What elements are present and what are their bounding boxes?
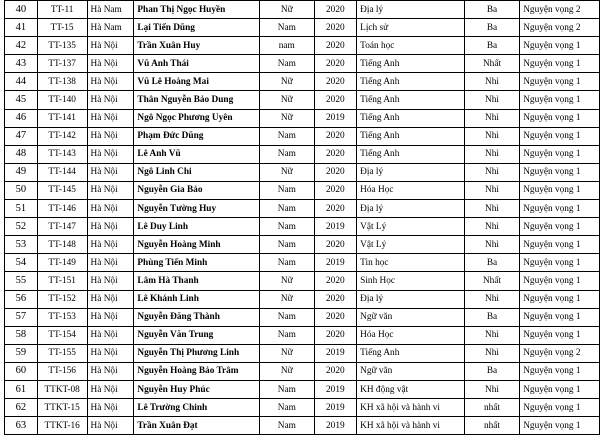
preference-cell: Nguyện vọng 1	[520, 127, 600, 145]
table-row	[5, 344, 600, 362]
year-cell: 2019	[314, 254, 357, 272]
province-cell: Hà Nội	[87, 362, 134, 380]
prize-cell: Nhì	[464, 163, 519, 181]
table-row	[5, 109, 600, 127]
subject-cell: Tiếng Anh	[357, 344, 465, 362]
row-number-cell: 50	[5, 181, 38, 199]
subject-cell: Tin học	[357, 254, 465, 272]
row-number-cell: 54	[5, 254, 38, 272]
table-row	[5, 19, 600, 37]
table-row	[5, 362, 600, 380]
student-name-cell: Ngô Linh Chi	[134, 163, 260, 181]
student-name-cell: Nguyễn Đăng Thành	[134, 308, 260, 326]
prize-cell: Ba	[464, 37, 519, 55]
preference-cell: Nguyện vọng 1	[520, 236, 600, 254]
table-row	[5, 37, 600, 55]
province-cell: Hà Nội	[87, 380, 134, 398]
gender-cell: Nam	[260, 19, 314, 37]
student-code-cell: TT-156	[37, 362, 87, 380]
student-code-cell: TT-155	[37, 344, 87, 362]
year-cell: 2020	[314, 200, 357, 218]
preference-cell: Nguyện vọng 1	[520, 326, 600, 344]
year-cell: 2019	[314, 417, 357, 435]
subject-cell: KH động vật	[357, 380, 465, 398]
prize-cell: Ba	[464, 308, 519, 326]
subject-cell: Sinh Học	[357, 272, 465, 290]
student-name-cell: Phạm Đức Dũng	[134, 127, 260, 145]
row-number-cell: 44	[5, 73, 38, 91]
province-cell: Hà Nội	[87, 73, 134, 91]
table-row	[5, 200, 600, 218]
student-code-cell: TTKT-15	[37, 399, 87, 417]
prize-cell: Nhất	[464, 272, 519, 290]
table-row	[5, 254, 600, 272]
student-code-cell: TT-142	[37, 127, 87, 145]
student-name-cell: Lê Trường Chinh	[134, 399, 260, 417]
student-code-cell: TT-135	[37, 37, 87, 55]
prize-cell: Nhì	[464, 290, 519, 308]
row-number-cell: 45	[5, 91, 38, 109]
student-code-cell: TT-152	[37, 290, 87, 308]
student-code-cell: TTKT-08	[37, 380, 87, 398]
year-cell: 2020	[314, 91, 357, 109]
subject-cell: Địa lý	[357, 290, 465, 308]
subject-cell: Vật Lý	[357, 218, 465, 236]
gender-cell: Nam	[260, 236, 314, 254]
subject-cell: Tiếng Anh	[357, 91, 465, 109]
subject-cell: Tiếng Anh	[357, 73, 465, 91]
student-name-cell: Nguyễn Huy Phúc	[134, 380, 260, 398]
prize-cell: Nhì	[464, 181, 519, 199]
gender-cell: Nam	[260, 145, 314, 163]
subject-cell: Địa lý	[357, 1, 465, 19]
student-code-cell: TT-138	[37, 73, 87, 91]
subject-cell: Toán học	[357, 37, 465, 55]
preference-cell: Nguyện vọng 1	[520, 145, 600, 163]
province-cell: Hà Nội	[87, 37, 134, 55]
prize-cell: nhất	[464, 417, 519, 435]
gender-cell: Nam	[260, 127, 314, 145]
preference-cell: Nguyện vọng 1	[520, 55, 600, 73]
table-row	[5, 417, 600, 435]
year-cell: 2020	[314, 290, 357, 308]
table-row	[5, 399, 600, 417]
student-name-cell: Vũ Lê Hoàng Mai	[134, 73, 260, 91]
preference-cell: Nguyện vọng 1	[520, 380, 600, 398]
row-number-cell: 63	[5, 417, 38, 435]
table-row	[5, 290, 600, 308]
student-name-cell: Lâm Hà Thanh	[134, 272, 260, 290]
province-cell: Hà Nội	[87, 290, 134, 308]
province-cell: Hà Nội	[87, 55, 134, 73]
row-number-cell: 57	[5, 308, 38, 326]
year-cell: 2019	[314, 344, 357, 362]
gender-cell: Nam	[260, 200, 314, 218]
row-number-cell: 46	[5, 109, 38, 127]
preference-cell: Nguyện vọng 2	[520, 1, 600, 19]
row-number-cell: 61	[5, 380, 38, 398]
student-name-cell: Nguyễn Hoàng Bảo Trâm	[134, 362, 260, 380]
province-cell: Hà Nội	[87, 326, 134, 344]
table-body	[5, 1, 600, 435]
table-row	[5, 145, 600, 163]
preference-cell: Nguyện vọng 1	[520, 308, 600, 326]
year-cell: 2020	[314, 308, 357, 326]
student-code-cell: TT-15	[37, 19, 87, 37]
preference-cell: Nguyện vọng 1	[520, 37, 600, 55]
gender-cell: Nam	[260, 181, 314, 199]
row-number-cell: 60	[5, 362, 38, 380]
preference-cell: Nguyện vọng 1	[520, 290, 600, 308]
row-number-cell: 51	[5, 200, 38, 218]
gender-cell: Nữ	[260, 290, 314, 308]
row-number-cell: 56	[5, 290, 38, 308]
gender-cell: Nam	[260, 417, 314, 435]
year-cell: 2020	[314, 127, 357, 145]
year-cell: 2020	[314, 272, 357, 290]
subject-cell: Ngữ văn	[357, 362, 465, 380]
province-cell: Hà Nội	[87, 272, 134, 290]
table-row	[5, 55, 600, 73]
year-cell: 2020	[314, 236, 357, 254]
gender-cell: Nữ	[260, 91, 314, 109]
year-cell: 2020	[314, 19, 357, 37]
table-row	[5, 91, 600, 109]
student-code-cell: TTKT-16	[37, 417, 87, 435]
year-cell: 2020	[314, 362, 357, 380]
student-name-cell: Nguyễn Hoàng Minh	[134, 236, 260, 254]
student-code-cell: TT-149	[37, 254, 87, 272]
prize-cell: Nhì	[464, 344, 519, 362]
gender-cell: Nữ	[260, 272, 314, 290]
province-cell: Hà Nam	[87, 19, 134, 37]
prize-cell: Nhì	[464, 326, 519, 344]
table-row	[5, 218, 600, 236]
subject-cell: Tiếng Anh	[357, 109, 465, 127]
row-number-cell: 59	[5, 344, 38, 362]
gender-cell: Nam	[260, 308, 314, 326]
province-cell: Hà Nội	[87, 127, 134, 145]
province-cell: Hà Nội	[87, 254, 134, 272]
prize-cell: Ba	[464, 362, 519, 380]
student-name-cell: Ngô Ngọc Phương Uyên	[134, 109, 260, 127]
province-cell: Hà Nội	[87, 399, 134, 417]
table-row	[5, 236, 600, 254]
province-cell: Hà Nội	[87, 163, 134, 181]
year-cell: 2019	[314, 109, 357, 127]
preference-cell: Nguyện vọng 2	[520, 19, 600, 37]
preference-cell: Nguyện vọng 1	[520, 254, 600, 272]
preference-cell: Nguyện vọng 1	[520, 163, 600, 181]
student-name-cell: Lại Tiến Dũng	[134, 19, 260, 37]
table-row	[5, 326, 600, 344]
prize-cell: Nhì	[464, 109, 519, 127]
row-number-cell: 42	[5, 37, 38, 55]
preference-cell: Nguyện vọng 1	[520, 417, 600, 435]
province-cell: Hà Nội	[87, 109, 134, 127]
preference-cell: Nguyện vọng 1	[520, 181, 600, 199]
subject-cell: Ngữ văn	[357, 308, 465, 326]
student-code-cell: TT-140	[37, 91, 87, 109]
subject-cell: KH xã hội và hành vi	[357, 417, 465, 435]
student-list-table	[4, 0, 600, 435]
gender-cell: Nữ	[260, 344, 314, 362]
province-cell: Hà Nội	[87, 200, 134, 218]
year-cell: 2020	[314, 55, 357, 73]
subject-cell: Địa lý	[357, 200, 465, 218]
student-code-cell: TT-141	[37, 109, 87, 127]
prize-cell: Nhì	[464, 218, 519, 236]
province-cell: Hà Nội	[87, 236, 134, 254]
student-name-cell: Lê Anh Vũ	[134, 145, 260, 163]
student-name-cell: Lê Khánh Linh	[134, 290, 260, 308]
table-row	[5, 380, 600, 398]
row-number-cell: 52	[5, 218, 38, 236]
prize-cell: Ba	[464, 254, 519, 272]
row-number-cell: 62	[5, 399, 38, 417]
gender-cell: Nữ	[260, 163, 314, 181]
year-cell: 2020	[314, 163, 357, 181]
student-name-cell: Nguyễn Thị Phương Linh	[134, 344, 260, 362]
year-cell: 2020	[314, 145, 357, 163]
gender-cell: Nữ	[260, 362, 314, 380]
prize-cell: Nhì	[464, 236, 519, 254]
year-cell: 2020	[314, 326, 357, 344]
preference-cell: Nguyện vọng 1	[520, 109, 600, 127]
gender-cell: Nam	[260, 399, 314, 417]
student-code-cell: TT-146	[37, 200, 87, 218]
student-name-cell: Thân Nguyễn Bảo Dung	[134, 91, 260, 109]
preference-cell: Nguyện vọng 1	[520, 73, 600, 91]
preference-cell: Nguyện vọng 1	[520, 399, 600, 417]
prize-cell: Ba	[464, 1, 519, 19]
row-number-cell: 43	[5, 55, 38, 73]
prize-cell: Nhì	[464, 145, 519, 163]
student-code-cell: TT-154	[37, 326, 87, 344]
gender-cell: Nam	[260, 55, 314, 73]
prize-cell: Nhì	[464, 380, 519, 398]
province-cell: Hà Nội	[87, 145, 134, 163]
student-name-cell: Nguyễn Gia Bảo	[134, 181, 260, 199]
table-row	[5, 163, 600, 181]
student-code-cell: TT-11	[37, 1, 87, 19]
row-number-cell: 40	[5, 1, 38, 19]
row-number-cell: 58	[5, 326, 38, 344]
row-number-cell: 49	[5, 163, 38, 181]
row-number-cell: 41	[5, 19, 38, 37]
province-cell: Hà Nam	[87, 1, 134, 19]
subject-cell: Vật Lý	[357, 236, 465, 254]
subject-cell: Tiếng Anh	[357, 145, 465, 163]
student-code-cell: TT-143	[37, 145, 87, 163]
subject-cell: Hóa Học	[357, 326, 465, 344]
province-cell: Hà Nội	[87, 181, 134, 199]
preference-cell: Nguyện vọng 1	[520, 200, 600, 218]
row-number-cell: 47	[5, 127, 38, 145]
preference-cell: Nguyện vọng 1	[520, 362, 600, 380]
subject-cell: Hóa Học	[357, 181, 465, 199]
year-cell: 2020	[314, 1, 357, 19]
student-code-cell: TT-153	[37, 308, 87, 326]
student-name-cell: Phan Thị Ngọc Huyền	[134, 1, 260, 19]
preference-cell: Nguyện vọng 1	[520, 218, 600, 236]
student-name-cell: Nguyễn Văn Trung	[134, 326, 260, 344]
prize-cell: Nhì	[464, 127, 519, 145]
table-row	[5, 181, 600, 199]
table-row	[5, 272, 600, 290]
prize-cell: Ba	[464, 19, 519, 37]
student-name-cell: Lê Duy Linh	[134, 218, 260, 236]
gender-cell: Nam	[260, 218, 314, 236]
student-name-cell: Phùng Tiến Minh	[134, 254, 260, 272]
prize-cell: Nhì	[464, 200, 519, 218]
prize-cell: Nhất	[464, 55, 519, 73]
preference-cell: Nguyện vọng 1	[520, 91, 600, 109]
gender-cell: Nữ	[260, 73, 314, 91]
prize-cell: Nhì	[464, 73, 519, 91]
province-cell: Hà Nội	[87, 218, 134, 236]
preference-cell: Nguyện vọng 2	[520, 344, 600, 362]
gender-cell: Nam	[260, 254, 314, 272]
year-cell: 2020	[314, 73, 357, 91]
year-cell: 2019	[314, 399, 357, 417]
row-number-cell: 53	[5, 236, 38, 254]
student-name-cell: Nguyễn Tường Huy	[134, 200, 260, 218]
preference-cell: Nguyện vọng 1	[520, 272, 600, 290]
subject-cell: Lịch sử	[357, 19, 465, 37]
student-code-cell: TT-145	[37, 181, 87, 199]
row-number-cell: 55	[5, 272, 38, 290]
province-cell: Hà Nội	[87, 344, 134, 362]
student-code-cell: TT-144	[37, 163, 87, 181]
gender-cell: Nam	[260, 380, 314, 398]
student-code-cell: TT-137	[37, 55, 87, 73]
student-code-cell: TT-151	[37, 272, 87, 290]
gender-cell: nam	[260, 37, 314, 55]
prize-cell: nhất	[464, 399, 519, 417]
gender-cell: Nam	[260, 326, 314, 344]
table-row	[5, 308, 600, 326]
table-row	[5, 127, 600, 145]
subject-cell: Tiếng Anh	[357, 127, 465, 145]
province-cell: Hà Nội	[87, 308, 134, 326]
province-cell: Hà Nội	[87, 417, 134, 435]
subject-cell: Tiếng Anh	[357, 55, 465, 73]
year-cell: 2019	[314, 380, 357, 398]
gender-cell: Nữ	[260, 109, 314, 127]
row-number-cell: 48	[5, 145, 38, 163]
year-cell: 2020	[314, 37, 357, 55]
subject-cell: KH xã hội và hành vi	[357, 399, 465, 417]
student-code-cell: TT-147	[37, 218, 87, 236]
student-code-cell: TT-148	[37, 236, 87, 254]
year-cell: 2020	[314, 181, 357, 199]
province-cell: Hà Nội	[87, 91, 134, 109]
table-row	[5, 1, 600, 19]
year-cell: 2019	[314, 218, 357, 236]
table-row	[5, 73, 600, 91]
student-name-cell: Trần Xuân Huy	[134, 37, 260, 55]
student-name-cell: Vũ Anh Thái	[134, 55, 260, 73]
prize-cell: Nhì	[464, 91, 519, 109]
subject-cell: Địa lý	[357, 163, 465, 181]
student-name-cell: Trần Xuân Đạt	[134, 417, 260, 435]
gender-cell: Nữ	[260, 1, 314, 19]
